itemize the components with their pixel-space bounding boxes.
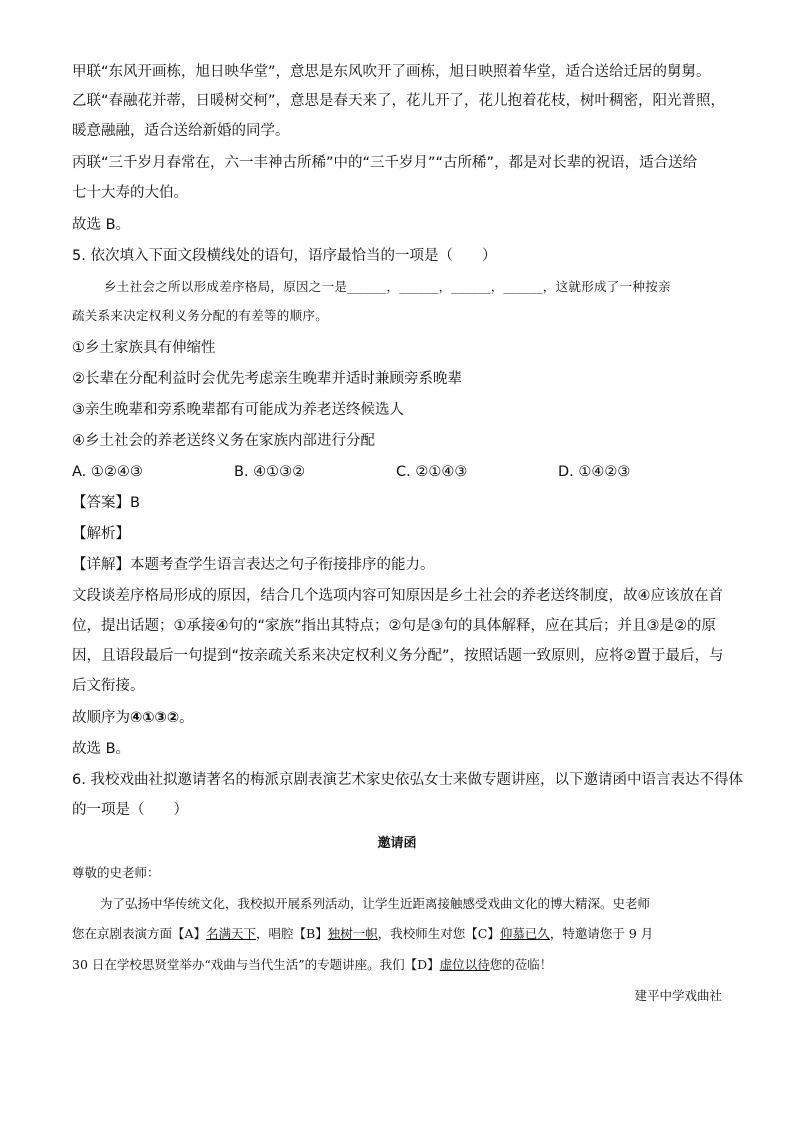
phrase-d: 虚位以待 — [439, 957, 490, 972]
letter-body-line1: 为了弘扬中华传统文化，我校拟开展系列活动，让学生近距离接触感受戏曲文化的博大精深。史老师 — [100, 896, 651, 911]
letter-salutation: 尊敬的史老师： — [72, 865, 160, 880]
q5-explanation: 文段谈差序格局形成的原因，结合几个选项内容可知原因是乡土社会的养老送终制度，故④应该放在首 位，提出话题；①承接④句的“家族”指出其特点；②句是③句的具体解释，应在其后；并且③是②的原 因，且语段最后一句提到“按亲疏关系来决定权利义务分配”，按照话题一致原则，应将②置于最后，与 后文衔接。 — [72, 588, 724, 694]
q5-order: 故顺序为④①③②。 — [72, 710, 194, 726]
phrase-b: 独树一帜 — [327, 926, 378, 941]
q6-stem: 6. 我校戏曲社拟邀请著名的梅派京剧表演艺术家史依弘女士来做专题讲座，以下邀请函中语言表达不得体 的一项是（ ） — [72, 772, 743, 818]
document-page — [72, 62, 743, 1017]
phrase-a: 名满天下 — [206, 926, 257, 941]
q5-item-2: ②长辈在分配利益时会优先考虑亲生晚辈并适时兼顾旁系晚辈 — [72, 371, 462, 387]
q5-conclusion: 故选 B。 — [72, 741, 131, 757]
q5-item-3: ③亲生晚辈和旁系晚辈都有可能成为养老送终候选人 — [72, 402, 404, 418]
q5-analysis-label: 【解析】 — [72, 526, 130, 542]
letter-body-line2: 您在京剧表演方面【A】名满天下，唱腔【B】独树一帜，我校师生对您【C】仰慕已久，特邀请您于 9 月 — [72, 926, 654, 941]
q5-option-a: A. ①②④③ — [72, 464, 143, 480]
q5-option-d: D. ①④②③ — [558, 464, 631, 480]
q5-order-value: ④①③② — [130, 710, 180, 726]
q5-detail: 【详解】本题考查学生语言表达之句子衔接排序的能力。 — [72, 557, 435, 573]
q5-option-b: B. ④①③② — [234, 464, 306, 480]
phrase-c: 仰慕已久 — [499, 926, 550, 941]
q5-item-4: ④乡土社会的养老送终义务在家族内部进行分配 — [72, 433, 375, 449]
couplet-yi-explanation: 乙联“春融花并蒂，日暖树交柯”，意思是春天来了，花儿开了，花儿抱着花枝，树叶稠密，阳光普照， 暖意融融，适合送给新婚的同学。 — [72, 93, 726, 139]
q4-conclusion: 故选 B。 — [72, 217, 131, 233]
q5-passage: 乡土社会之所以形成差序格局，原因之一是______，______，______，______，这就形成了一种按亲 疏关系来决定权利义务分配的有差等的顺序。 — [72, 279, 671, 323]
q5-stem: 5. 依次填入下面文段横线处的语句，语序最恰当的一项是（ ） — [72, 248, 497, 264]
letter-title: 邀请函 — [377, 836, 417, 851]
invitation-letter — [72, 863, 722, 1006]
q5-option-c: C. ②①④③ — [396, 464, 468, 480]
couplet-bing-explanation: 丙联“三千岁月春常在，六一丰神古所稀”中的“三千岁月”“古所稀”，都是对长辈的祝语，适合送给 七十大寿的大伯。 — [72, 155, 698, 201]
letter-body-line3: 30 日在学校思贤堂举办“戏曲与当代生活”的专题讲座。我们【D】虚位以待您的莅临！ — [72, 957, 553, 972]
q5-options — [72, 462, 722, 482]
letter-signature: 建平中学戏曲社 — [634, 988, 722, 1003]
q5-item-1: ①乡土家族具有伸缩性 — [72, 340, 216, 356]
couplet-jia-explanation: 甲联“东风开画栋，旭日映华堂”，意思是东风吹开了画栋，旭日映照着华堂，适合送给迁居的舅舅。 — [72, 64, 711, 80]
q5-answer: 【答案】B — [72, 495, 140, 511]
